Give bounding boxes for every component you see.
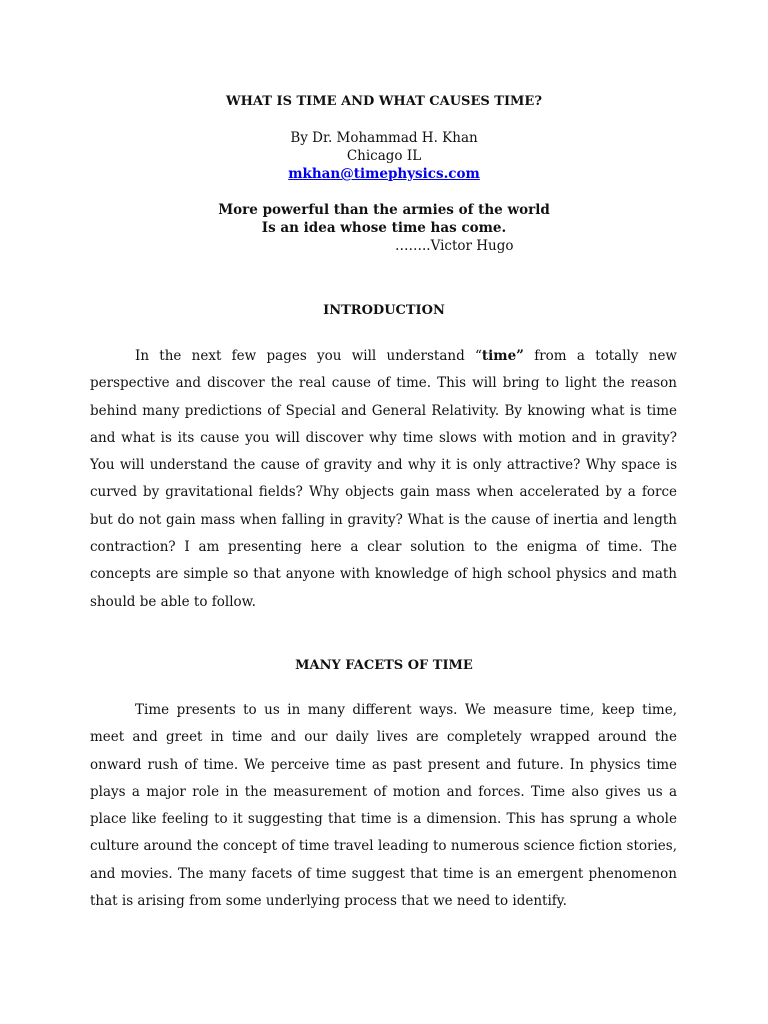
author-block	[0, 129, 768, 183]
introduction-paragraph	[90, 343, 677, 616]
facets-heading: MANY FACETS OF TIME	[295, 658, 473, 673]
intro-text-start: In the next few pages you will understand “	[135, 348, 482, 364]
document-title: WHAT IS TIME AND WHAT CAUSES TIME?	[226, 94, 542, 109]
author-email-link[interactable]: mkhan@timephysics.com	[288, 166, 480, 182]
epigraph-line-1: More powerful than the armies of the world	[218, 202, 550, 218]
facets-paragraph	[90, 697, 677, 915]
intro-text-rest: from a totally new perspective and discover the real cause of time. This will bring to light the reason behind many predictions of Special and General Relativity. By knowing what is time and what is its cause you will discover why time slows with motion and in gravity? You will understand the cause of gravity and why it is only attractive? Why space is curved by gravitational fields? Why objects gain mass when accelerated by a force but do not gain mass when falling in gravity? What is the cause of inertia and length contraction? I am presenting here a clear solution to the enigma of time. The concepts are simple so that anyone with knowledge of high school physics and math should be able to follow.	[90, 348, 677, 610]
epigraph-attribution: ……..Victor Hugo	[395, 238, 514, 254]
author-location: Chicago IL	[346, 148, 422, 164]
author-byline: By Dr. Mohammad H. Khan	[290, 130, 478, 146]
epigraph	[0, 201, 768, 237]
introduction-heading: INTRODUCTION	[323, 303, 445, 318]
facets-text: Time presents to us in many different ways. We measure time, keep time, meet and greet in time and our daily lives are completely wrapped around the onward rush of time. We perceive time as past present and future. In physics time plays a major role in the measurement of motion and forces. Time also gives us a place like feeling to it suggesting that time is a dimension. This has sprung a whole culture around the concept of time travel leading to numerous science fiction stories, and movies. The many facets of time suggest that time is an emergent phenomenon that is arising from some underlying process that we need to identify.	[90, 702, 677, 910]
epigraph-line-2: Is an idea whose time has come.	[261, 220, 507, 236]
intro-emphasis: time”	[481, 348, 524, 364]
author-email-line	[0, 165, 768, 183]
